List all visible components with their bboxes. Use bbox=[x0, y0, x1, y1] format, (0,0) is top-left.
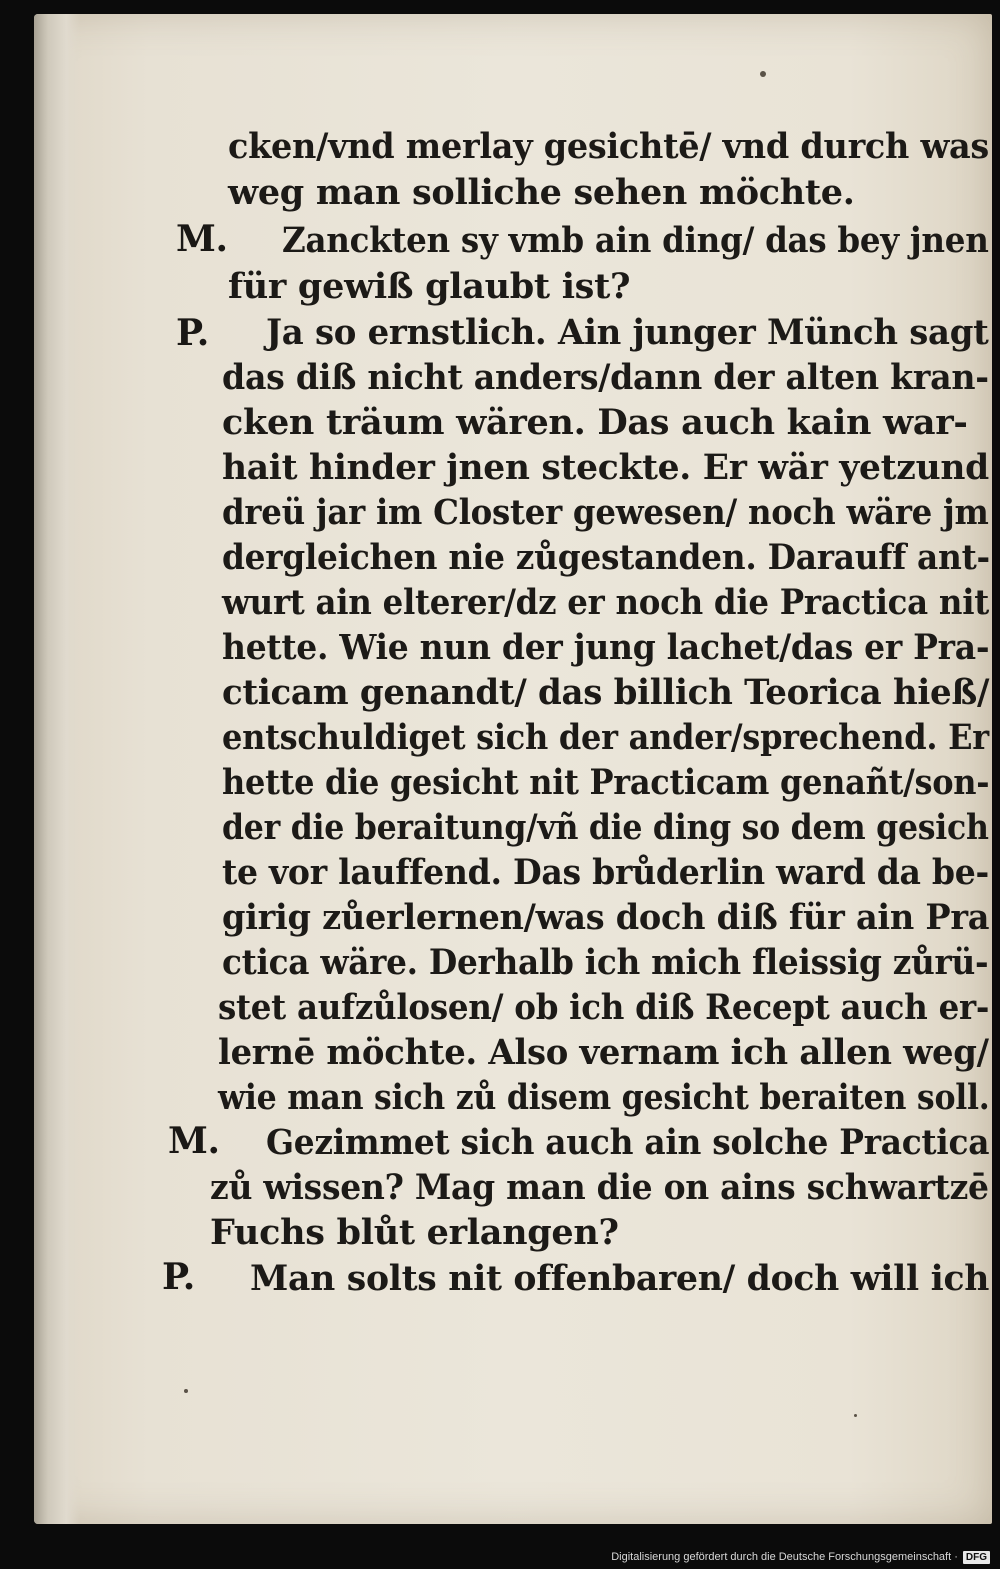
text-line: hette. Wie nun der jung lachet/das er Pra- bbox=[222, 627, 990, 668]
text-line: dergleichen nie zůgestanden. Darauff ant- bbox=[222, 537, 990, 578]
speaker-label: M. bbox=[176, 218, 228, 260]
dfg-logo: DFG bbox=[963, 1551, 990, 1564]
text-line: cken/vnd merlay gesichtē/ vnd durch was bbox=[228, 126, 990, 167]
text-line: wurt ain elterer/dz er noch die Practica nit bbox=[222, 582, 989, 623]
book-page bbox=[34, 14, 992, 1524]
text-line: Man solts nit offenbaren/ doch will ich bbox=[250, 1258, 990, 1299]
text-line: Fuchs blůt erlangen? bbox=[210, 1212, 619, 1253]
speaker-label: P. bbox=[162, 1256, 196, 1298]
speaker-label: P. bbox=[176, 312, 210, 354]
text-line: hait hinder jnen steckte. Er wär yetzund bbox=[222, 447, 989, 488]
text-line: cken träum wären. Das auch kain war- bbox=[222, 402, 968, 443]
text-line: ctica wäre. Derhalb ich mich fleissig zůrü- bbox=[222, 942, 989, 983]
text-line: girig zůerlernen/was doch diß für ain Pra bbox=[222, 897, 990, 938]
text-line: te vor lauffend. Das brůderlin ward da be- bbox=[222, 852, 989, 893]
text-line: Gezimmet sich auch ain solche Practica bbox=[266, 1122, 990, 1163]
text-line: hette die gesicht nit Practicam genañt/son- bbox=[222, 762, 990, 803]
text-line: der die beraitung/vñ die ding so dem gesich bbox=[222, 807, 989, 848]
text-line: stet aufzůlosen/ ob ich diß Recept auch er- bbox=[218, 987, 990, 1028]
text-line: das diß nicht anders/dann der alten kran- bbox=[222, 357, 989, 398]
text-line: für gewiß glaubt ist? bbox=[228, 266, 631, 307]
digitization-credit bbox=[611, 1548, 990, 1566]
page-text bbox=[34, 14, 992, 1524]
text-line: Zanckten sy vmb ain ding/ das bey jnen bbox=[282, 220, 989, 261]
text-line: Ja so ernstlich. Ain junger Münch sagt bbox=[266, 312, 989, 353]
text-line: zů wissen? Mag man die on ains schwartzē bbox=[210, 1167, 989, 1208]
text-line: weg man solliche sehen möchte. bbox=[228, 172, 855, 213]
credit-text: Digitalisierung gefördert durch die Deutsche Forschungsgemeinschaft · bbox=[611, 1551, 958, 1563]
text-line: dreü jar im Closter gewesen/ noch wäre jm bbox=[222, 492, 989, 533]
text-line: lernē möchte. Also vernam ich allen weg/ bbox=[218, 1032, 989, 1073]
speaker-label: M. bbox=[168, 1120, 220, 1162]
text-line: wie man sich zů disem gesicht beraiten soll. bbox=[218, 1077, 990, 1118]
text-line: entschuldiget sich der ander/sprechend. Er bbox=[222, 717, 989, 758]
text-line: cticam genandt/ das billich Teorica hieß/ bbox=[222, 672, 990, 713]
